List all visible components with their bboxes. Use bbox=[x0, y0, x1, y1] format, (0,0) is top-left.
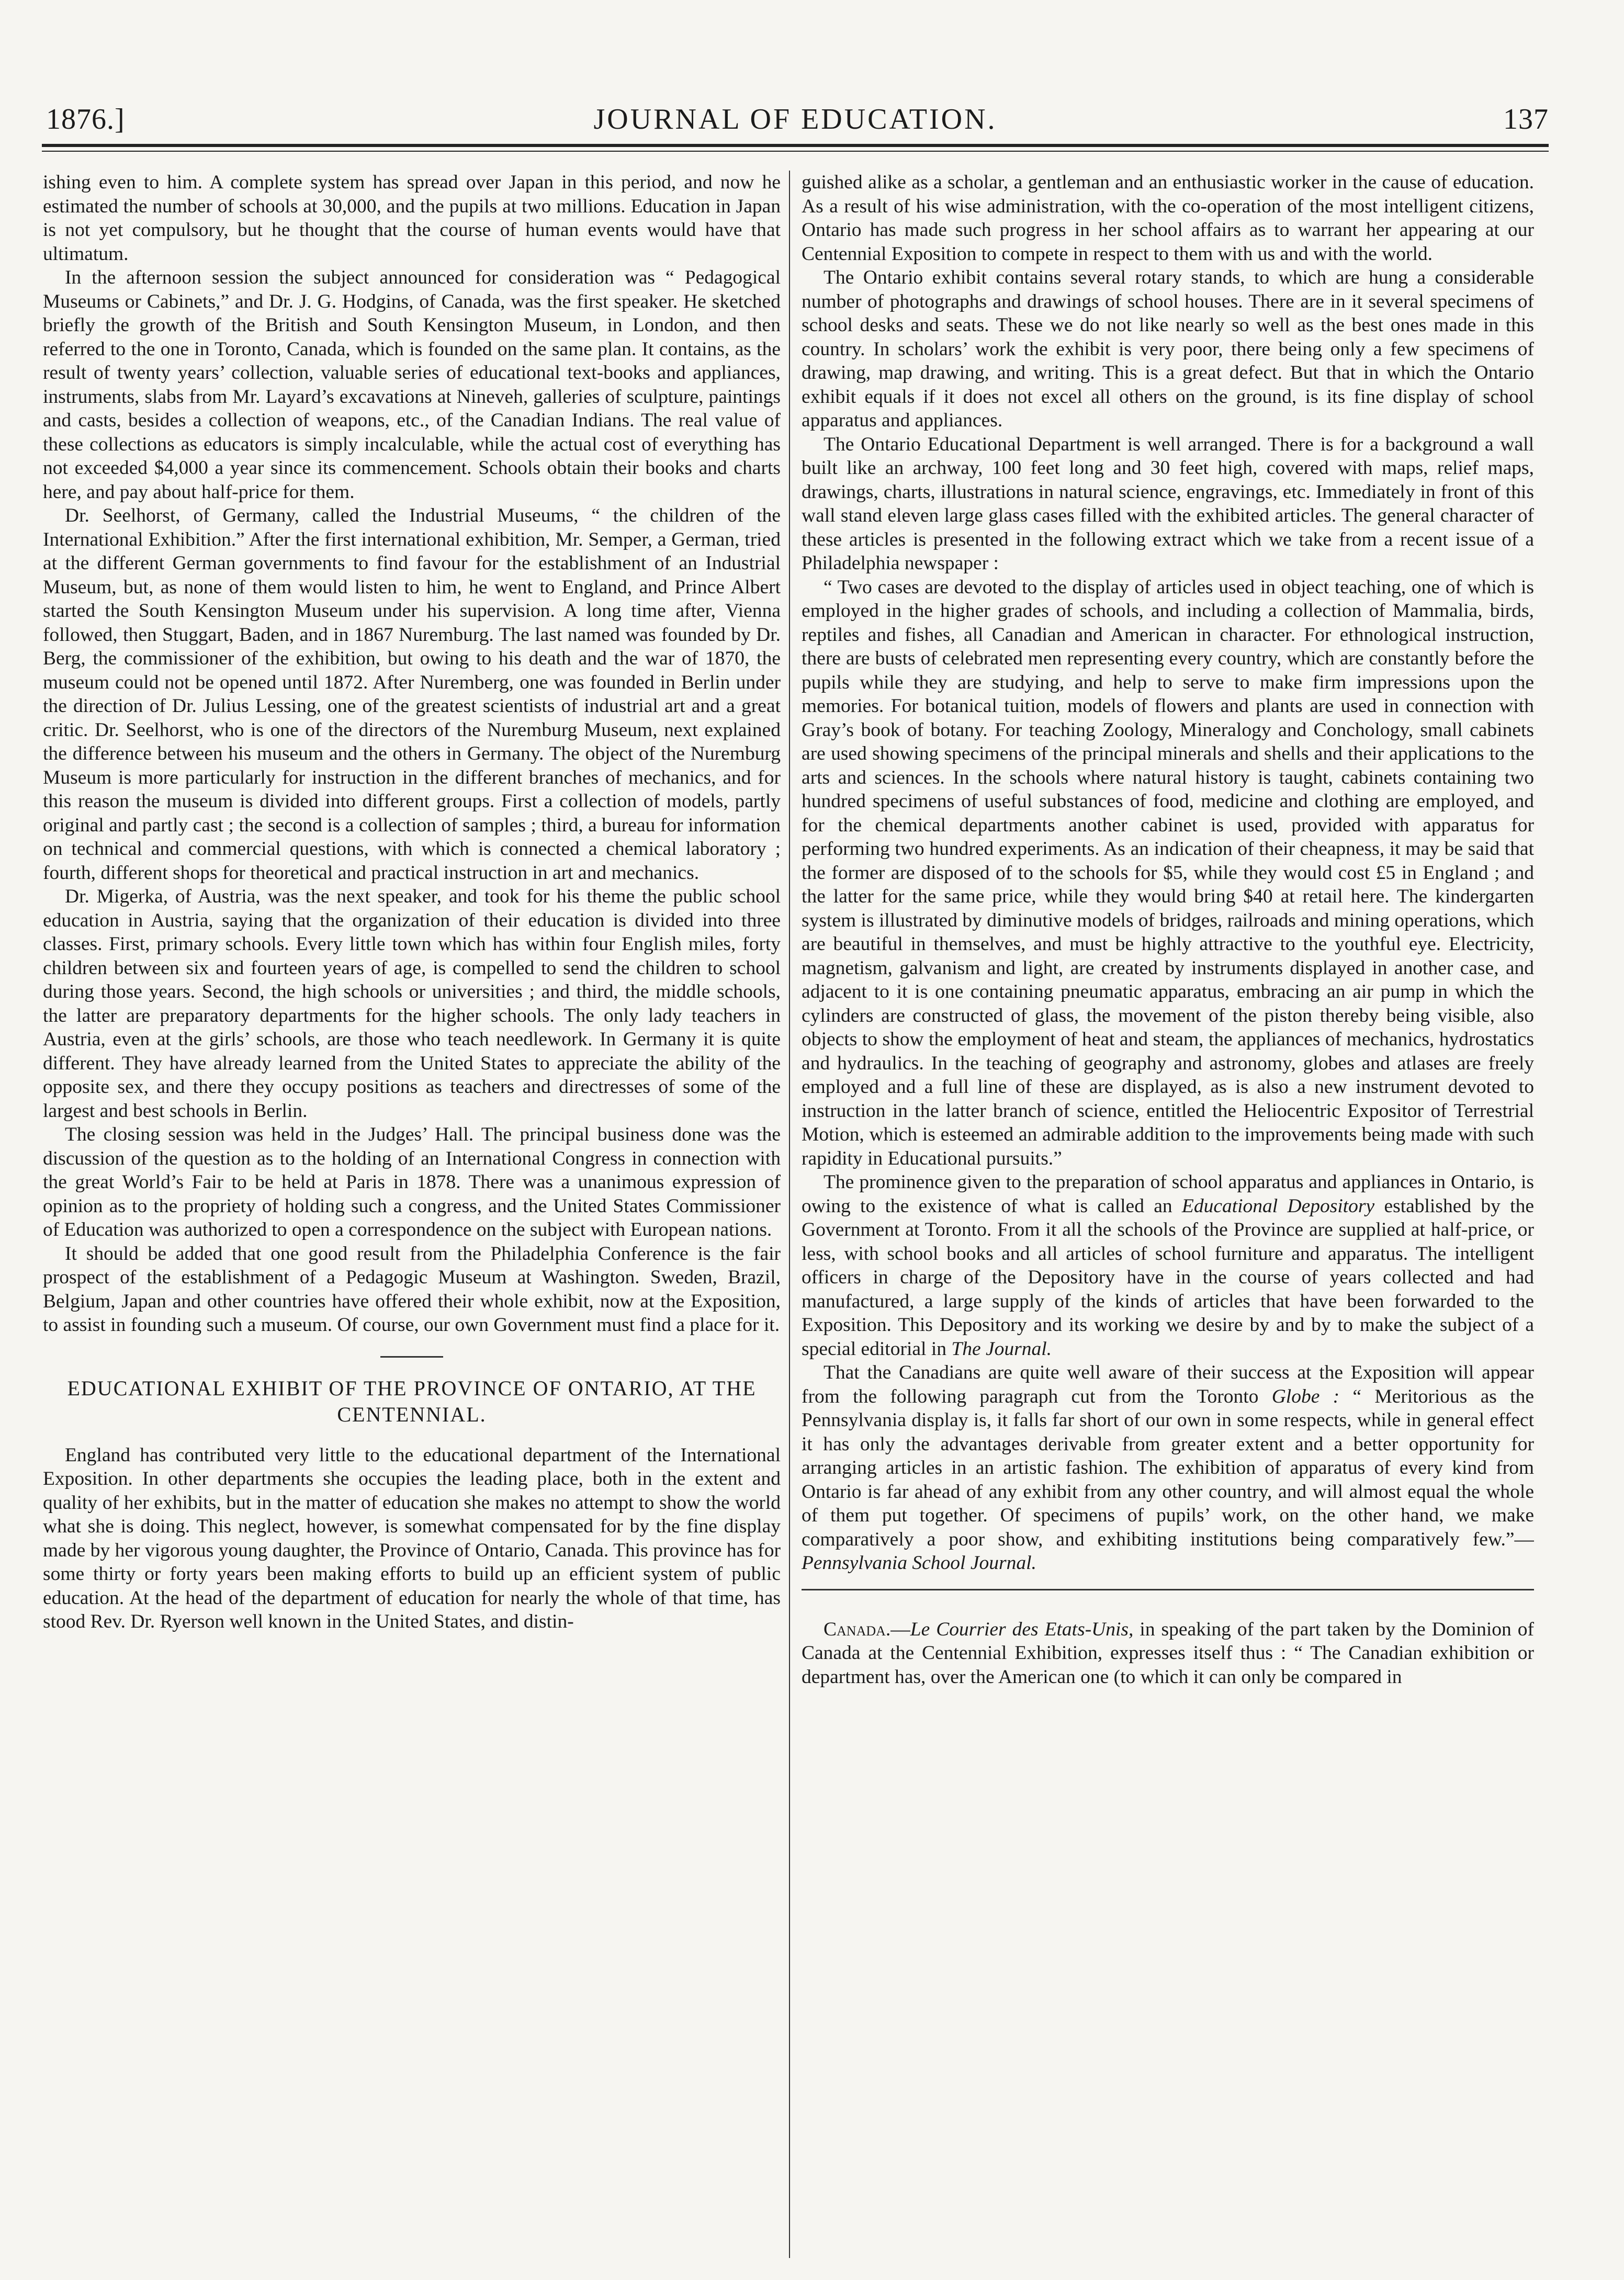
header-title: JOURNAL OF EDUCATION. bbox=[593, 103, 997, 136]
p7-text: in speaking of the part taken by the Dominion of Canada at the Centennial Exhibition, expresses itself thus : “ The Canadian exhibition or department has, over the American one (to which it can only be compared in bbox=[802, 1618, 1534, 1688]
left-paragraph-1: ishing even to him. A complete system has spread over Japan in this period, and now he estimated the number of schools at 30,000, and the pupils at two millions. Education in Japan is not yet compulsory, but he thought that the course of human events would have that ultimatum. bbox=[43, 172, 781, 265]
section-separator bbox=[380, 1356, 443, 1358]
p5-text-b: established by the Government at Toronto. From it all the schools of the Province are supplied at half-price, or less, with school books and all articles of school furniture and apparatus. The intelligent officers in charge of the Depository have in the course of years collected and had manufactured, a large supply of the kinds of articles that have been forwarded to the Exposition. This Depository and its working we desire by and by to make the subject of a special editorial in bbox=[802, 1195, 1534, 1360]
right-paragraph-1: guished alike as a scholar, a gentleman and an enthusiastic worker in the cause of education. As a result of his wise administration, with the co-operation of the most intelligent citizens, Ontario has made such progress in her school affairs as to warrant her appearing at our Centennial Exposition to compete in respect to them with us and with the world. bbox=[802, 172, 1534, 265]
p6-source: Pennsylvania School Journal. bbox=[802, 1552, 1036, 1574]
p5-emphasis-2: The Journal. bbox=[951, 1338, 1052, 1360]
right-column-separator bbox=[802, 1589, 1534, 1590]
right-paragraph-6 bbox=[802, 1361, 1534, 1575]
right-column bbox=[802, 171, 1534, 2258]
column-divider bbox=[789, 171, 790, 2258]
p7-dash: — bbox=[890, 1618, 910, 1640]
right-paragraph-4-quote: “ Two cases are devoted to the display of articles used in object teaching, one of which is employed in the higher grades of schools, and including a collection of Mammalia, birds, reptiles and fishes, all Canadian and American in character. For ethnological instruction, there are busts of celebrated men representing every country, which are constantly before the pupils while they are studying, and help to serve to make firm impressions upon the memories. For botanical tuition, models of flowers and plants are used in connection with Gray’s book of botany. For teaching Zoology, Mineralogy and Conchology, small cabinets are used showing specimens of the principal minerals and shells and their applications to the arts and sciences. In the schools where natural history is taught, cabinets containing two hundred specimens of useful substances of food, medicine and clothing are employed, and for the chemical departments another cabinet is used, provided with apparatus for performing two hundred experiments. As an indication of their cheapness, it may be said that the former are disposed of to the schools for $5, while they would cost £5 in England ; and the latter for the same price, while they would bring $40 at retail here. The kindergarten system is illustrated by diminutive models of bridges, railroads and mining operations, which are beautiful in themselves, and must be highly attractive to the youthful eye. Electricity, magnetism, galvanism and light, are created by instruments displayed in another case, and adjacent to it is one containing pneumatic apparatus, embracing an air pump in which the cylinders are constructed of glass, the movement of the piston thereby being visible, also objects to show the employment of heat and steam, the appliances of mechanics, hydrostatics and hydraulics. In the teaching of geography and astronomy, globes and atlases are freely employed and a full line of these are displayed, as is also a new instrument devoted to instruction in the latter branch of science, entitled the Heliocentric Expositor of Terrestrial Motion, which is esteemed an admirable addition to the improvements being made with such rapidity in Educational pursuits.” bbox=[802, 576, 1534, 1169]
left-paragraph-7: England has contributed very little to the educational department of the International Exposition. In other departments she occupies the leading place, both in the extent and quality of her exhibits, but in the matter of education she makes no attempt to show the world what she is doing. This neglect, however, is somewhat compensated for by the fine display made by her vigorous young daughter, the Province of Ontario, Canada. This province has for some thirty or forty years been making efforts to build up an efficient system of public education. At the head of the department of education for nearly the whole of that time, has stood Rev. Dr. Ryerson well known in the United States, and distin- bbox=[43, 1444, 781, 1632]
running-header bbox=[42, 103, 1549, 144]
p7-emphasis: Le Courrier des Etats-Unis, bbox=[910, 1618, 1134, 1640]
p5-emphasis: Educational Depository bbox=[1181, 1195, 1375, 1217]
left-paragraph-3: Dr. Seelhorst, of Germany, called the Industrial Museums, “ the children of the International Exhibition.” After the first international exhibition, Mr. Semper, a German, tried at the different German governments to find favour for the establishment of an Industrial Museum, but, as none of them would listen to him, he went to England, and Prince Albert started the South Kensington Museum under his supervision. A long time after, Vienna followed, then Stuggart, Baden, and in 1867 Nuremburg. The last named was founded by Dr. Berg, the commissioner of the exhibition, but owing to his death and the war of 1870, the museum could not be opened until 1872. After Nuremberg, one was founded in Berlin under the direction of Dr. Julius Lessing, one of the greatest scientists of industrial art and a great critic. Dr. Seelhorst, who is one of the directors of the Nuremburg Museum, next explained the difference between his museum and the others in Germany. The object of the Nuremburg Museum is more particularly for instruction in the different branches of mechanics, and for this reason the museum is divided into different groups. First a collection of models, partly original and partly cast ; the second is a collection of samples ; third, a bureau for information on technical and commercial questions, with which is connected a chemical laboratory ; fourth, different shops for theoretical and practical instruction in art and mechanics. bbox=[43, 505, 781, 884]
right-paragraph-3: The Ontario Educational Department is well arranged. There is for a background a wall built like an archway, 100 feet long and 30 feet high, covered with maps, relief maps, drawings, charts, illustrations in natural science, engravings, etc. Immediately in front of this wall stand eleven large glass cases filled with the exhibited articles. The general character of these articles is presented in the following extract which we take from a recent issue of a Philadelphia newspaper : bbox=[802, 433, 1534, 574]
right-paragraph-5 bbox=[802, 1170, 1534, 1361]
left-paragraph-2: In the afternoon session the subject announced for consideration was “ Pedagogical Museums or Cabinets,” and Dr. J. G. Hodgins, of Canada, was the first speaker. He sketched briefly the growth of the British and South Kensington Museum, in London, and then referred to the one in Toronto, Canada, which is founded on the same plan. It contains, as the result of twenty years’ collection, valuable series of educational text-books and appliances, instruments, slabs from Mr. Layard’s excavations at Nineveh, galleries of sculpture, paintings and casts, besides a collection of weapons, etc., of the Canadian Indians. The real value of these collections as educators is simply incalculable, while the actual cost of everything has not exceeded $4,000 a year since its commencement. Schools obtain their books and charts here, and pay about half-price for them. bbox=[43, 267, 781, 503]
p7-lead: Canada. bbox=[824, 1618, 891, 1640]
left-column bbox=[43, 171, 781, 2258]
header-year: 1876.] bbox=[46, 103, 125, 136]
right-paragraph-7 bbox=[802, 1618, 1534, 1689]
p6-text-a: That the Canadians are quite well aware of their success at the Exposition will appear from the following paragraph cut from the Toronto bbox=[802, 1362, 1534, 1407]
p6-emphasis: Globe : bbox=[1271, 1385, 1340, 1407]
section-title: EDUCATIONAL EXHIBIT OF THE PROVINCE OF ONTARIO, AT THE CENTENNIAL. bbox=[67, 1376, 757, 1426]
left-paragraph-6: It should be added that one good result from the Philadelphia Conference is the fair prospect of the establishment of a Pedagogic Museum at Washington. Sweden, Brazil, Belgium, Japan and other countries have offered their whole exhibit, now at the Exposition, to assist in founding such a museum. Of course, our own Government must find a place for it. bbox=[43, 1243, 781, 1336]
p5-text-a: The prominence given to the preparation of school apparatus and appliances in Ontario, is owing to the existence of what is called an bbox=[802, 1171, 1534, 1217]
header-rule-thin bbox=[42, 151, 1549, 152]
left-paragraph-5: The closing session was held in the Judges’ Hall. The principal business done was the discussion of the question as to the holding of an International Congress in connection with the great World’s Fair to be held at Paris in 1878. There was a unanimous expression of opinion as to the propriety of holding such a congress, and the United States Commissioner of Education was authorized to open a correspondence on the subject with European nations. bbox=[43, 1124, 781, 1240]
header-rule-thick bbox=[42, 144, 1549, 147]
p6-text-b: “ Meritorious as the Pennsylvania display is, it falls far short of our own in some respects, while in general effect it has only the advantages derivable from greater extent and a better opportunity for arranging articles in an artistic fashion. The exhibition of apparatus of every kind from Ontario is far ahead of any exhibit from any other country, and will almost equal the whole of them put together. Of specimens of pupils’ work, on the other hand, we make comparatively a poor show, and exhibiting institutions being comparatively few.”— bbox=[802, 1385, 1534, 1550]
header-page-number: 137 bbox=[1503, 103, 1549, 136]
right-paragraph-2: The Ontario exhibit contains several rotary stands, to which are hung a considerable number of photographs and drawings of school houses. There are in it several specimens of school desks and seats. These we do not like nearly so well as the best ones made in this country. In scholars’ work the exhibit is very poor, there being only a few specimens of drawing, map drawing, and writing. This is a great defect. But that in which the Ontario exhibit equals if it does not excel all others on the ground, is its fine display of school apparatus and appliances. bbox=[802, 267, 1534, 431]
left-paragraph-4: Dr. Migerka, of Austria, was the next speaker, and took for his theme the public school education in Austria, saying that the organization of their education is divided into three classes. First, primary schools. Every little town which has within four English miles, forty children between six and fourteen years of age, is compelled to send the children to school during those years. Second, the high schools or universities ; and third, the middle schools, the latter are preparatory departments for the higher schools. The only lady teachers in Austria, even at the girls’ schools, are those who teach needlework. In Germany it is quite different. They have already learned from the United States to appreciate the ability of the opposite sex, and there they occupy positions as teachers and directresses of some of the largest and best schools in Berlin. bbox=[43, 886, 781, 1122]
